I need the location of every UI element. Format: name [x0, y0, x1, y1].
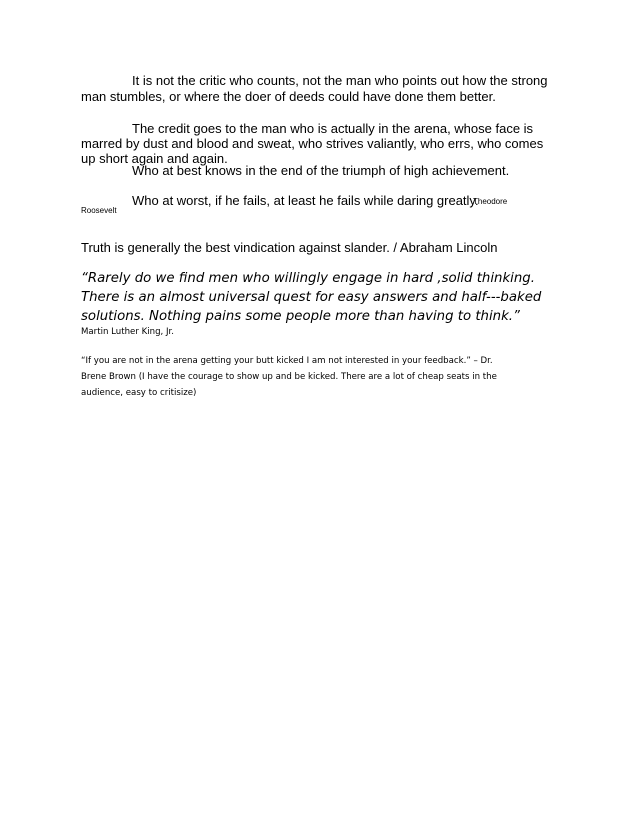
roosevelt-p1-line1: It is not the critic who counts, not the man who points out how the strong — [132, 73, 548, 88]
brown-line3: audience, easy to critisize) — [81, 388, 197, 398]
king-line2: There is an almost universal quest for easy answers and half---baked — [81, 290, 542, 305]
roosevelt-author-first: Theodore — [473, 197, 508, 206]
roosevelt-p4-line1: Who at worst, if he fails, at least he fails while daring greatly. — [132, 193, 479, 208]
roosevelt-p2-line2: marred by dust and blood and sweat, who strives valiantly, who errs, who comes — [81, 136, 544, 151]
brown-line1: “If you are not in the arena getting your butt kicked I am not interested in your feedback.” – Dr. — [81, 356, 493, 366]
king-line3: solutions. Nothing pains some people more than having to think.” — [81, 309, 520, 324]
brown-line2: Brene Brown (I have the courage to show up and be kicked. There are a lot of cheap seats in the — [81, 372, 497, 382]
roosevelt-author-last: Roosevelt — [81, 206, 117, 215]
roosevelt-p3-line1: Who at best knows in the end of the triumph of high achievement. — [132, 163, 510, 178]
roosevelt-p2-line3: up short again and again. — [81, 151, 228, 166]
roosevelt-p1-line2: man stumbles, or where the doer of deeds could have done them better. — [81, 89, 496, 104]
lincoln-quote: Truth is generally the best vindication against slander. / Abraham Lincoln — [81, 240, 498, 255]
king-author: Martin Luther King, Jr. — [81, 327, 174, 337]
roosevelt-p2-line1: The credit goes to the man who is actually in the arena, whose face is — [132, 121, 534, 136]
king-line1: “Rarely do we find men who willingly engage in hard ,solid thinking. — [81, 271, 535, 286]
